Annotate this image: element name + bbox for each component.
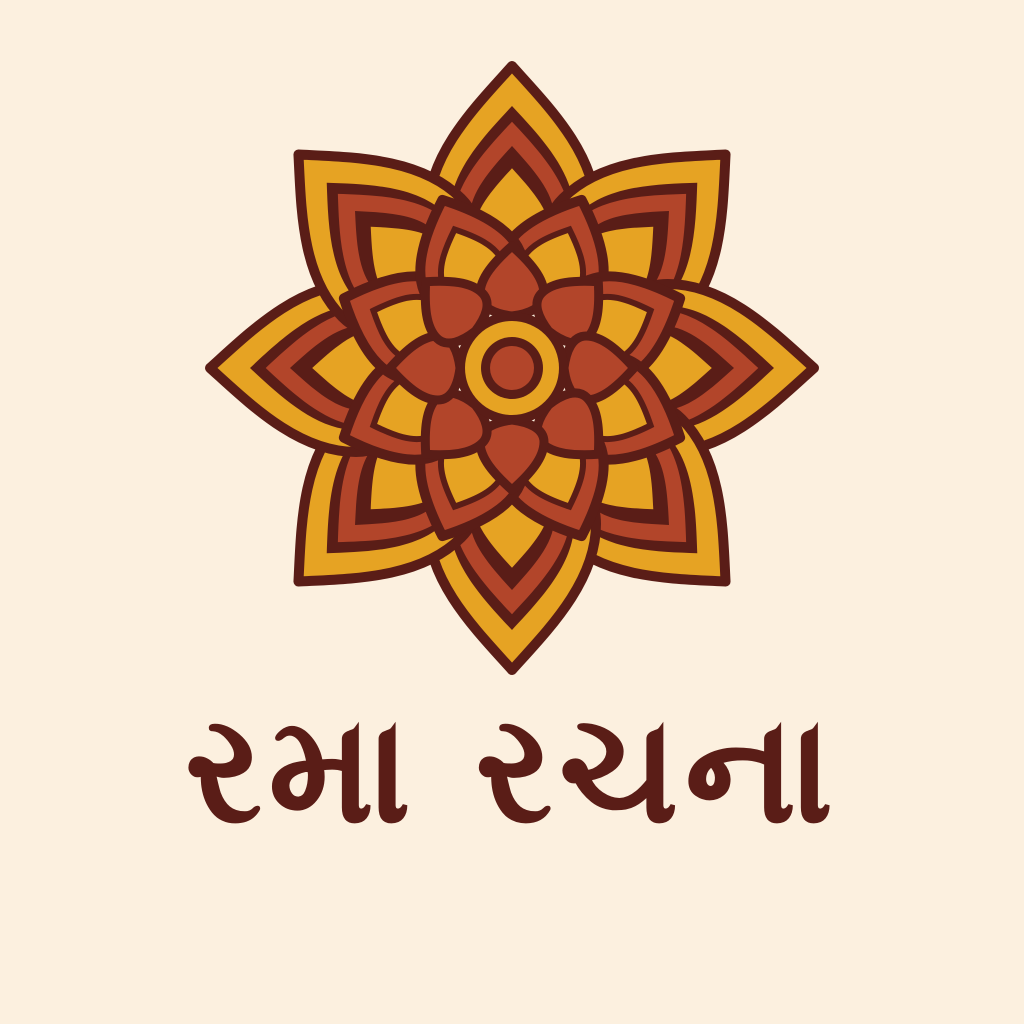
mandala-center	[456, 312, 568, 424]
brand-name: રમા રચના	[184, 683, 840, 857]
